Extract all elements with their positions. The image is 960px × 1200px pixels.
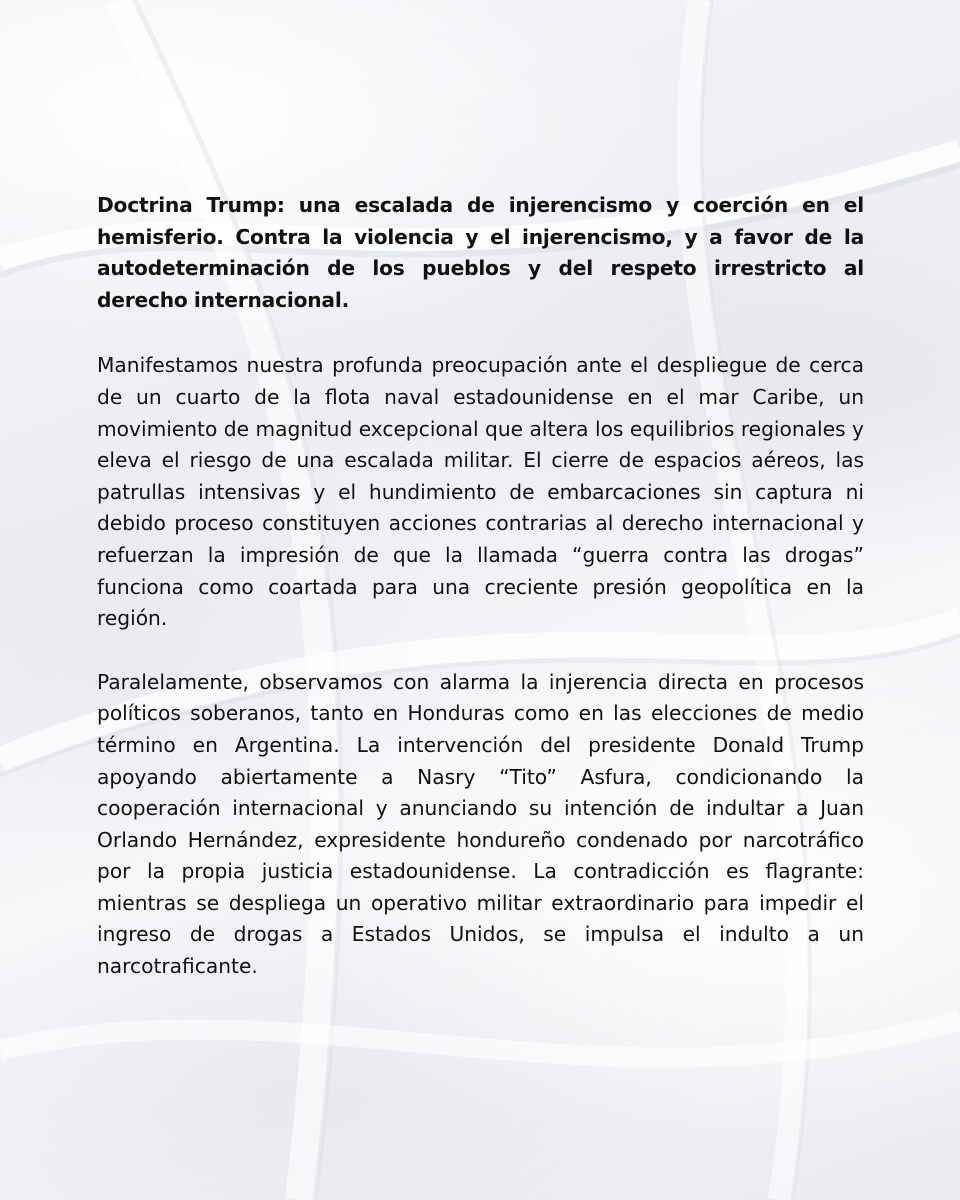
document-heading: Doctrina Trump: una escalada de injerencismo y coerción en el hemisferio. Contra la violencia y el injerencismo, y a favor de la autodeterminación de los pueblos y del respeto irrestricto al derecho internacional. <box>97 193 864 312</box>
document-body <box>97 190 864 1015</box>
paragraph-political-interference: Paralelamente, observamos con alarma la injerencia directa en procesos políticos soberanos, tanto en Honduras como en las elecciones de medio término en Argentina. La intervención del presidente Donald Trump apoyando abiertamente a Nasry “Tito” Asfura, condicionando la cooperación internacional y anunciando su intención de indultar a Juan Orlando Hernández, expresidente hondureño condenado por narcotráfico por la propia justicia estadounidense. La contradicción es flagrante: mientras se despliega un operativo militar extraordinario para impedir el ingreso de drogas a Estados Unidos, se impulsa el indulto a un narcotraficante. <box>97 669 864 979</box>
paragraph-naval-deployment: Manifestamos nuestra profunda preocupación ante el despliegue de cerca de un cuarto de la flota naval estadounidense en el mar Caribe, un movimiento de magnitud excepcional que altera los equilibrios regionales y eleva el riesgo de una escalada militar. El cierre de espacios aéreos, las patrullas intensivas y el hundimiento de embarcaciones sin captura ni debido proceso constituyen acciones contrarias al derecho internacional y refuerzan la impresión de que la llamada “guerra contra las drogas” funciona como coartada para una creciente presión geopolítica en la región. <box>97 353 864 631</box>
